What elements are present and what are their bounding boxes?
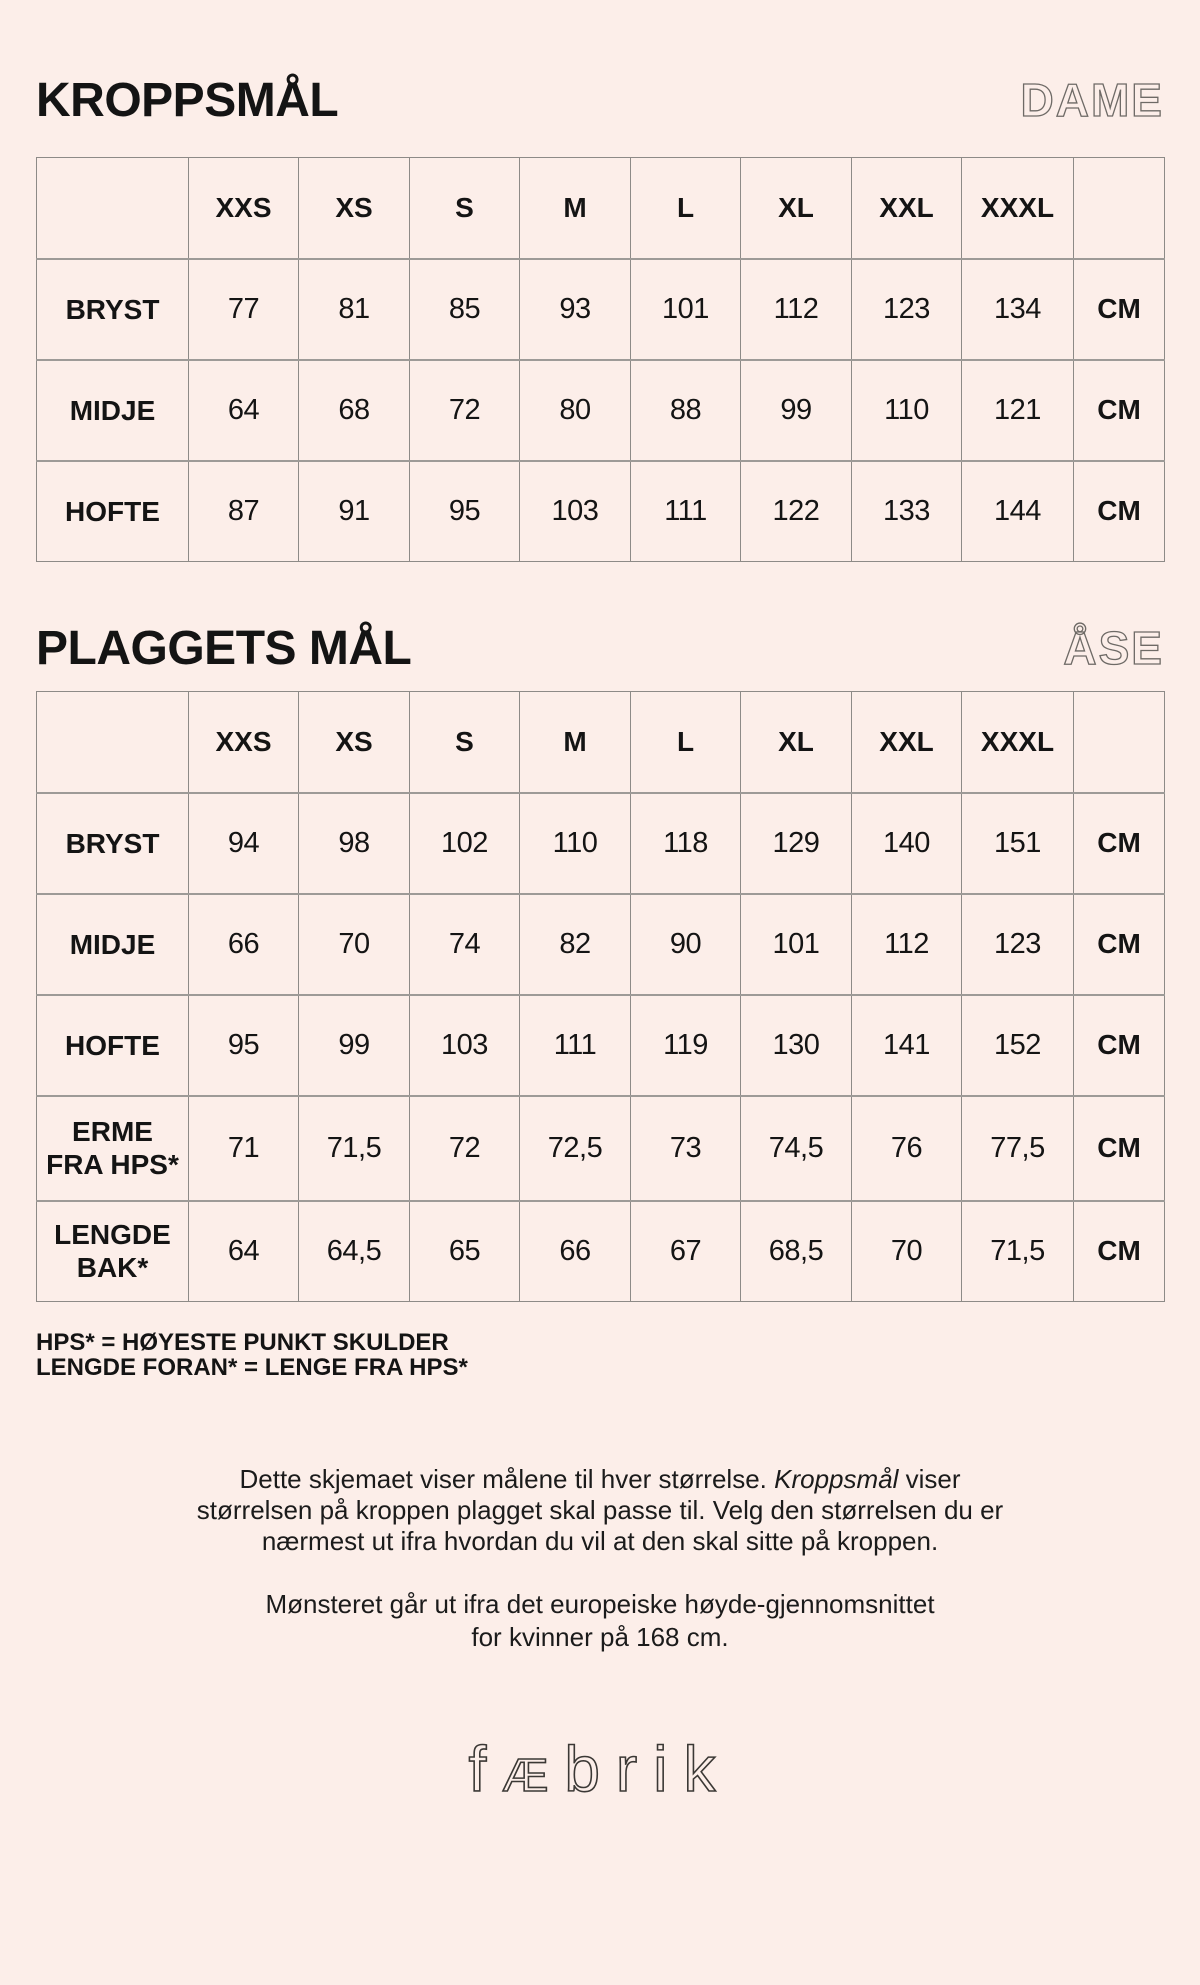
size-header: XXL xyxy=(852,158,962,259)
section-title-plaggets-mal: PLAGGETS MÅL xyxy=(36,622,412,675)
description-line xyxy=(36,1464,1164,1495)
size-value: 134 xyxy=(962,259,1074,360)
size-value: 94 xyxy=(189,793,299,894)
size-header: L xyxy=(631,692,741,793)
size-value: 151 xyxy=(962,793,1074,894)
note-line: for kvinner på 168 cm. xyxy=(471,1622,729,1652)
size-guide-description xyxy=(36,1464,1164,1557)
size-value: 152 xyxy=(962,995,1074,1096)
size-value: 68,5 xyxy=(741,1201,852,1302)
size-value: 81 xyxy=(299,259,410,360)
table-header-row xyxy=(37,692,1165,793)
section-title-kroppsmal: KROPPSMÅL xyxy=(36,74,339,127)
size-value: 72,5 xyxy=(520,1096,631,1201)
row-label xyxy=(37,1201,189,1302)
logo-letter: i xyxy=(653,1733,684,1805)
size-value: 101 xyxy=(631,259,741,360)
size-value: 144 xyxy=(962,461,1074,562)
empty-unit-header-cell xyxy=(1074,158,1165,259)
unit-cell: CM xyxy=(1074,461,1165,562)
row-label: HOFTE xyxy=(37,995,189,1096)
description-italic-kroppsmal: Kroppsmål xyxy=(774,1464,899,1494)
description-line: nærmest ut ifra hvordan du vil at den skal sitte på kroppen. xyxy=(261,1526,939,1556)
size-value: 87 xyxy=(189,461,299,562)
size-guide-page xyxy=(36,0,1164,1810)
garment-measurements-table xyxy=(36,691,1165,1302)
size-value: 66 xyxy=(520,1201,631,1302)
size-value: 82 xyxy=(520,894,631,995)
size-value: 74,5 xyxy=(741,1096,852,1201)
size-value: 72 xyxy=(410,360,520,461)
size-value: 80 xyxy=(520,360,631,461)
height-average-note xyxy=(36,1588,1164,1654)
size-value: 66 xyxy=(189,894,299,995)
size-value: 102 xyxy=(410,793,520,894)
size-value: 90 xyxy=(631,894,741,995)
size-value: 141 xyxy=(852,995,962,1096)
size-value: 133 xyxy=(852,461,962,562)
description-line: størrelsen på kroppen plagget skal passe til. Velg den størrelsen du er xyxy=(196,1495,1004,1525)
footnote-lengde-foran: LENGDE FORAN* = LENGE FRA HPS* xyxy=(36,1354,468,1381)
size-value: 111 xyxy=(520,995,631,1096)
size-value: 70 xyxy=(852,1201,962,1302)
size-value: 99 xyxy=(299,995,410,1096)
logo-letter-ae: Æ xyxy=(502,1749,565,1801)
unit-cell: CM xyxy=(1074,894,1165,995)
size-value: 123 xyxy=(962,894,1074,995)
unit-cell: CM xyxy=(1074,995,1165,1096)
size-value: 64,5 xyxy=(299,1201,410,1302)
badge-dame: DAME xyxy=(1020,74,1164,126)
size-value: 110 xyxy=(520,793,631,894)
row-label: HOFTE xyxy=(37,461,189,562)
table-row-midje xyxy=(37,894,1165,995)
table-row-hofte xyxy=(37,995,1165,1096)
row-label-line1: ERME xyxy=(72,1116,153,1147)
unit-cell: CM xyxy=(1074,360,1165,461)
size-value: 118 xyxy=(631,793,741,894)
table-row-midje xyxy=(37,360,1165,461)
faebrik-logo xyxy=(36,1734,1164,1810)
size-header: XL xyxy=(741,158,852,259)
size-value: 65 xyxy=(410,1201,520,1302)
logo-letter: k xyxy=(683,1733,732,1805)
size-value: 112 xyxy=(852,894,962,995)
table-row-hofte xyxy=(37,461,1165,562)
description-text: Dette skjemaet viser målene til hver størrelse. xyxy=(239,1464,775,1494)
logo-letter: r xyxy=(615,1733,654,1805)
unit-cell: CM xyxy=(1074,259,1165,360)
size-value: 103 xyxy=(520,461,631,562)
size-value: 119 xyxy=(631,995,741,1096)
size-header: XXXL xyxy=(962,692,1074,793)
size-header: XS xyxy=(299,158,410,259)
size-value: 70 xyxy=(299,894,410,995)
size-value: 64 xyxy=(189,1201,299,1302)
size-value: 101 xyxy=(741,894,852,995)
size-value: 122 xyxy=(741,461,852,562)
row-label: MIDJE xyxy=(37,894,189,995)
unit-cell: CM xyxy=(1074,1201,1165,1302)
footnote-hps: HPS* = HØYESTE PUNKT SKULDER xyxy=(36,1329,449,1356)
size-value: 130 xyxy=(741,995,852,1096)
size-header: M xyxy=(520,158,631,259)
size-value: 85 xyxy=(410,259,520,360)
row-label xyxy=(37,1096,189,1201)
size-value: 71 xyxy=(189,1096,299,1201)
row-label-line1: LENGDE xyxy=(54,1219,171,1251)
table-row-erme-fra-hps xyxy=(37,1096,1165,1201)
table-row-bryst xyxy=(37,793,1165,894)
size-header: XXXL xyxy=(962,158,1074,259)
size-header: S xyxy=(410,158,520,259)
size-value: 98 xyxy=(299,793,410,894)
table-header-row xyxy=(37,158,1165,259)
empty-unit-header-cell xyxy=(1074,692,1165,793)
empty-corner-cell xyxy=(37,692,189,793)
logo-letter: b xyxy=(564,1733,616,1805)
size-value: 123 xyxy=(852,259,962,360)
footnotes xyxy=(36,1330,1164,1380)
size-header: XXL xyxy=(852,692,962,793)
size-value: 77 xyxy=(189,259,299,360)
row-label: BRYST xyxy=(37,793,189,894)
size-header: S xyxy=(410,692,520,793)
size-value: 68 xyxy=(299,360,410,461)
size-value: 72 xyxy=(410,1096,520,1201)
size-header: L xyxy=(631,158,741,259)
unit-cell: CM xyxy=(1074,1096,1165,1201)
size-value: 74 xyxy=(410,894,520,995)
size-value: 64 xyxy=(189,360,299,461)
empty-corner-cell xyxy=(37,158,189,259)
note-line: Mønsteret går ut ifra det europeiske høyde-gjennomsnittet xyxy=(265,1589,935,1619)
size-value: 76 xyxy=(852,1096,962,1201)
size-value: 129 xyxy=(741,793,852,894)
size-value: 140 xyxy=(852,793,962,894)
size-value: 121 xyxy=(962,360,1074,461)
size-value: 93 xyxy=(520,259,631,360)
size-value: 110 xyxy=(852,360,962,461)
size-value: 103 xyxy=(410,995,520,1096)
size-value: 91 xyxy=(299,461,410,562)
size-value: 77,5 xyxy=(962,1096,1074,1201)
section-header-kroppsmal xyxy=(36,0,1164,127)
size-value: 71,5 xyxy=(962,1201,1074,1302)
size-value: 95 xyxy=(189,995,299,1096)
table-row-bryst xyxy=(37,259,1165,360)
size-header: XXS xyxy=(189,158,299,259)
row-label: BRYST xyxy=(37,259,189,360)
size-value: 111 xyxy=(631,461,741,562)
size-value: 95 xyxy=(410,461,520,562)
size-header: XXS xyxy=(189,692,299,793)
logo-letter: f xyxy=(468,1733,503,1805)
size-value: 67 xyxy=(631,1201,741,1302)
size-value: 88 xyxy=(631,360,741,461)
size-header: XL xyxy=(741,692,852,793)
unit-cell: CM xyxy=(1074,793,1165,894)
table-row-lengde-bak xyxy=(37,1201,1165,1302)
description-text: viser xyxy=(898,1464,961,1494)
row-label: MIDJE xyxy=(37,360,189,461)
size-value: 99 xyxy=(741,360,852,461)
badge-ase: ÅSE xyxy=(1063,622,1164,674)
size-header: M xyxy=(520,692,631,793)
size-value: 71,5 xyxy=(299,1096,410,1201)
row-label-line2: FRA HPS* xyxy=(46,1149,179,1180)
size-value: 73 xyxy=(631,1096,741,1201)
size-header: XS xyxy=(299,692,410,793)
row-label-line2: BAK* xyxy=(76,1252,149,1284)
section-header-plaggets-mal xyxy=(36,622,1164,675)
size-value: 112 xyxy=(741,259,852,360)
body-measurements-table xyxy=(36,157,1165,562)
